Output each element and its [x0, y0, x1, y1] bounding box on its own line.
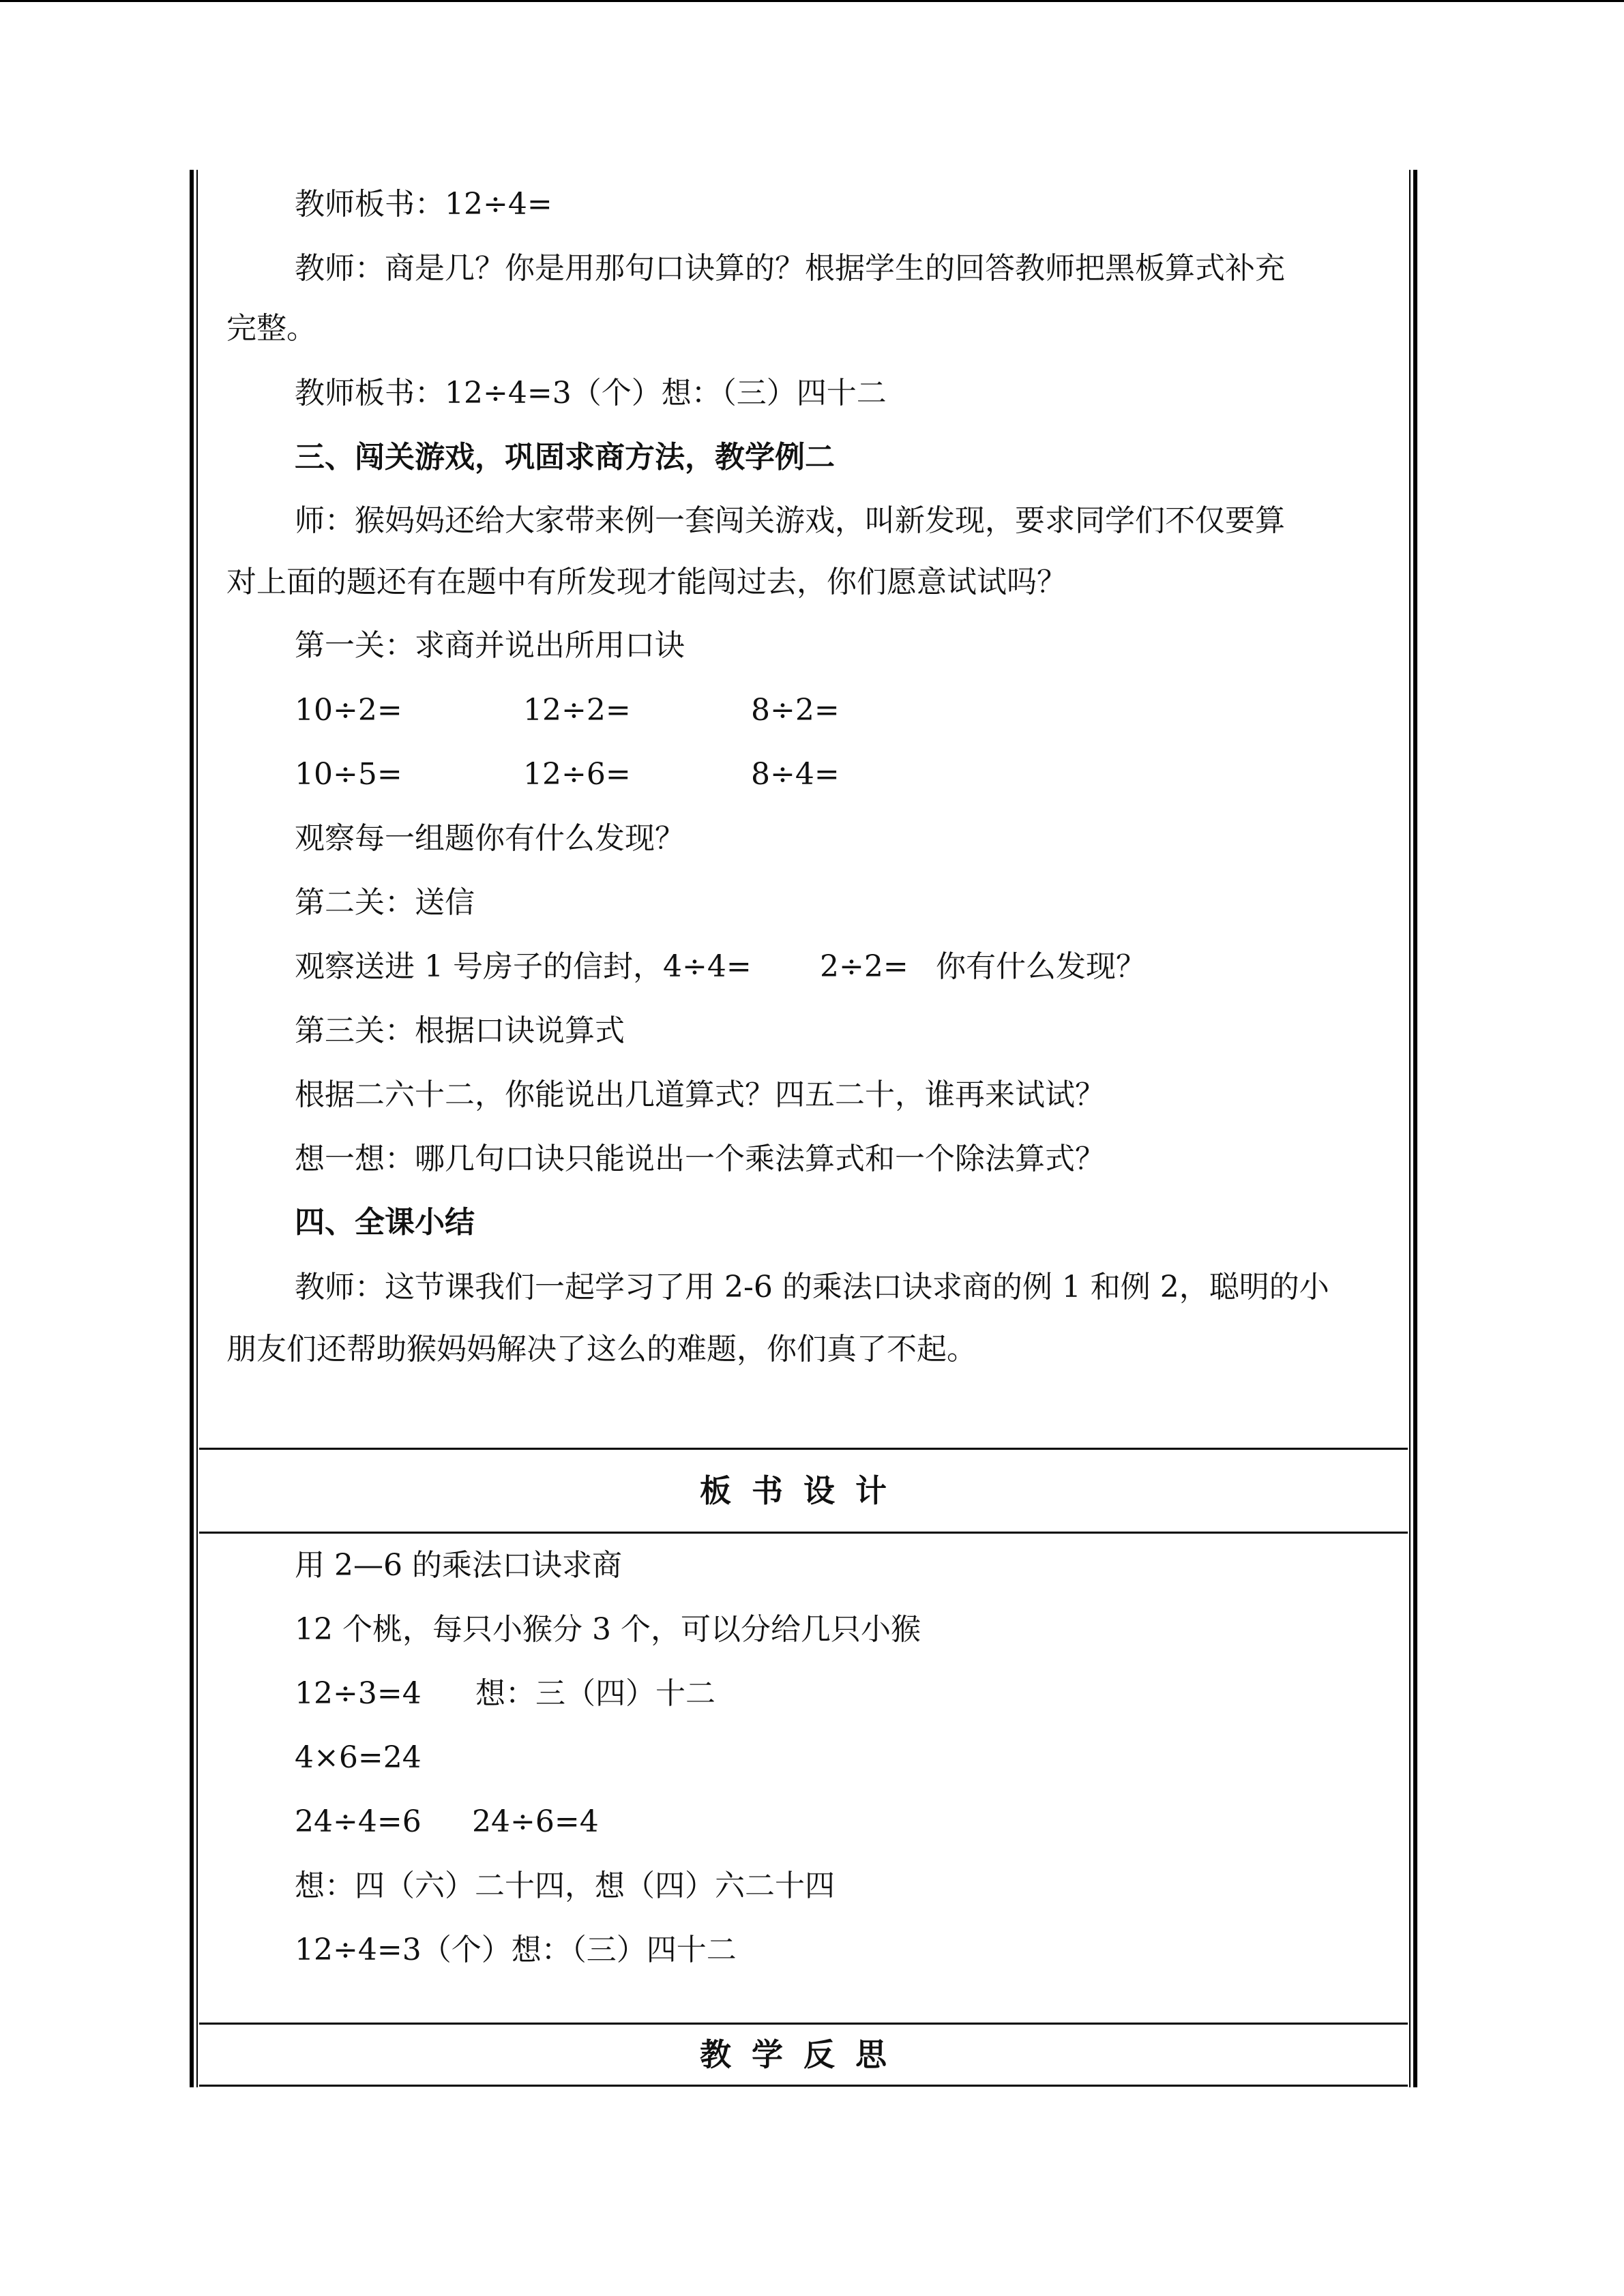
right-border-thin	[1409, 170, 1411, 2087]
level-3: 第三关：根据口诀说算式	[295, 1013, 625, 1048]
level-1: 第一关：求商并说出所用口诀	[295, 628, 685, 663]
board-line-3	[295, 1673, 715, 1714]
board-equation: 24÷4=6	[295, 1804, 422, 1839]
exercise-cell: 10÷5=	[295, 757, 402, 792]
level-2: 第二关：送信	[295, 885, 475, 920]
section-heading-4: 四、全课小结	[295, 1205, 475, 1240]
board-line-2: 12 个桃，每只小猴分 3 个，可以分给几只小猴	[295, 1612, 921, 1647]
observe-letters-line	[295, 946, 1146, 987]
board-equation: 12÷3=4	[295, 1676, 422, 1711]
exercise-cell: 12÷6=	[523, 757, 631, 792]
exercise-cell: 8÷2=	[751, 693, 840, 728]
right-border-thick	[1413, 170, 1417, 2087]
board-line-7: 12÷4=3（个）想：（三）四十二	[295, 1933, 737, 1967]
exercise-row-2	[295, 754, 840, 795]
board-line-5	[295, 1802, 599, 1843]
game-intro-line-2: 对上面的题还有在题中有所发现才能闯过去，你们愿意试试吗？	[226, 565, 1067, 599]
observe-letters-equation: 2÷2=	[820, 949, 909, 984]
reflection-title: 教学反思	[700, 2036, 907, 2073]
exercise-row-1	[295, 690, 840, 731]
board-design-title: 板书设计	[700, 1472, 907, 1509]
left-border-thick	[190, 170, 194, 2087]
think-question: 想一想：哪几句口诀只能说出一个乘法算式和一个除法算式？	[295, 1142, 1105, 1176]
board-mnemonic: 想：三（四）十二	[475, 1676, 715, 1711]
reflection-header	[199, 2025, 1408, 2085]
observe-question: 观察每一组题你有什么发现？	[295, 821, 685, 856]
board-line-1: 用 2—6 的乘法口诀求商	[295, 1548, 622, 1583]
table-bottom-border	[199, 2085, 1408, 2087]
board-note-1: 教师板书：12÷4=	[295, 187, 552, 222]
teacher-question-line-2: 完整。	[226, 311, 316, 346]
formula-question: 根据二六十二，你能说出几道算式？四五二十，谁再来试试？	[295, 1077, 1105, 1112]
section-heading-3: 三、闯关游戏，巩固求商方法，教学例二	[295, 440, 835, 475]
lesson-content-section	[199, 170, 1408, 1448]
game-intro-line-1: 师：猴妈妈还给大家带来例一套闯关游戏，叫新发现，要求同学们不仅要算	[295, 503, 1285, 538]
exercise-cell: 12÷2=	[523, 693, 631, 728]
exercise-cell: 10÷2=	[295, 693, 402, 728]
exercise-cell: 8÷4=	[751, 757, 840, 792]
board-note-2: 教师板书：12÷4=3（个）想：（三）四十二	[295, 376, 887, 411]
lesson-plan-table	[190, 170, 1417, 2087]
board-line-6: 想：四（六）二十四，想（四）六二十四	[295, 1868, 835, 1903]
board-line-4: 4×6=24	[295, 1740, 422, 1775]
teacher-question-line-1: 教师：商是几？你是用那句口诀算的？根据学生的回答教师把黑板算式补充	[295, 251, 1285, 286]
page-top-border	[0, 0, 1624, 2]
observe-letters-text: 观察送进 1 号房子的信封，4÷4=	[295, 949, 752, 984]
left-border-thin	[196, 170, 198, 2087]
board-equation: 24÷6=4	[472, 1804, 599, 1839]
summary-line-2: 朋友们还帮助猴妈妈解决了这么的难题，你们真了不起。	[226, 1332, 977, 1367]
board-design-content	[199, 1534, 1408, 2023]
summary-line-1: 教师：这节课我们一起学习了用 2-6 的乘法口诀求商的例 1 和例 2，聪明的小	[295, 1270, 1329, 1304]
board-design-header	[199, 1450, 1408, 1532]
observe-letters-question: 你有什么发现？	[936, 949, 1146, 984]
